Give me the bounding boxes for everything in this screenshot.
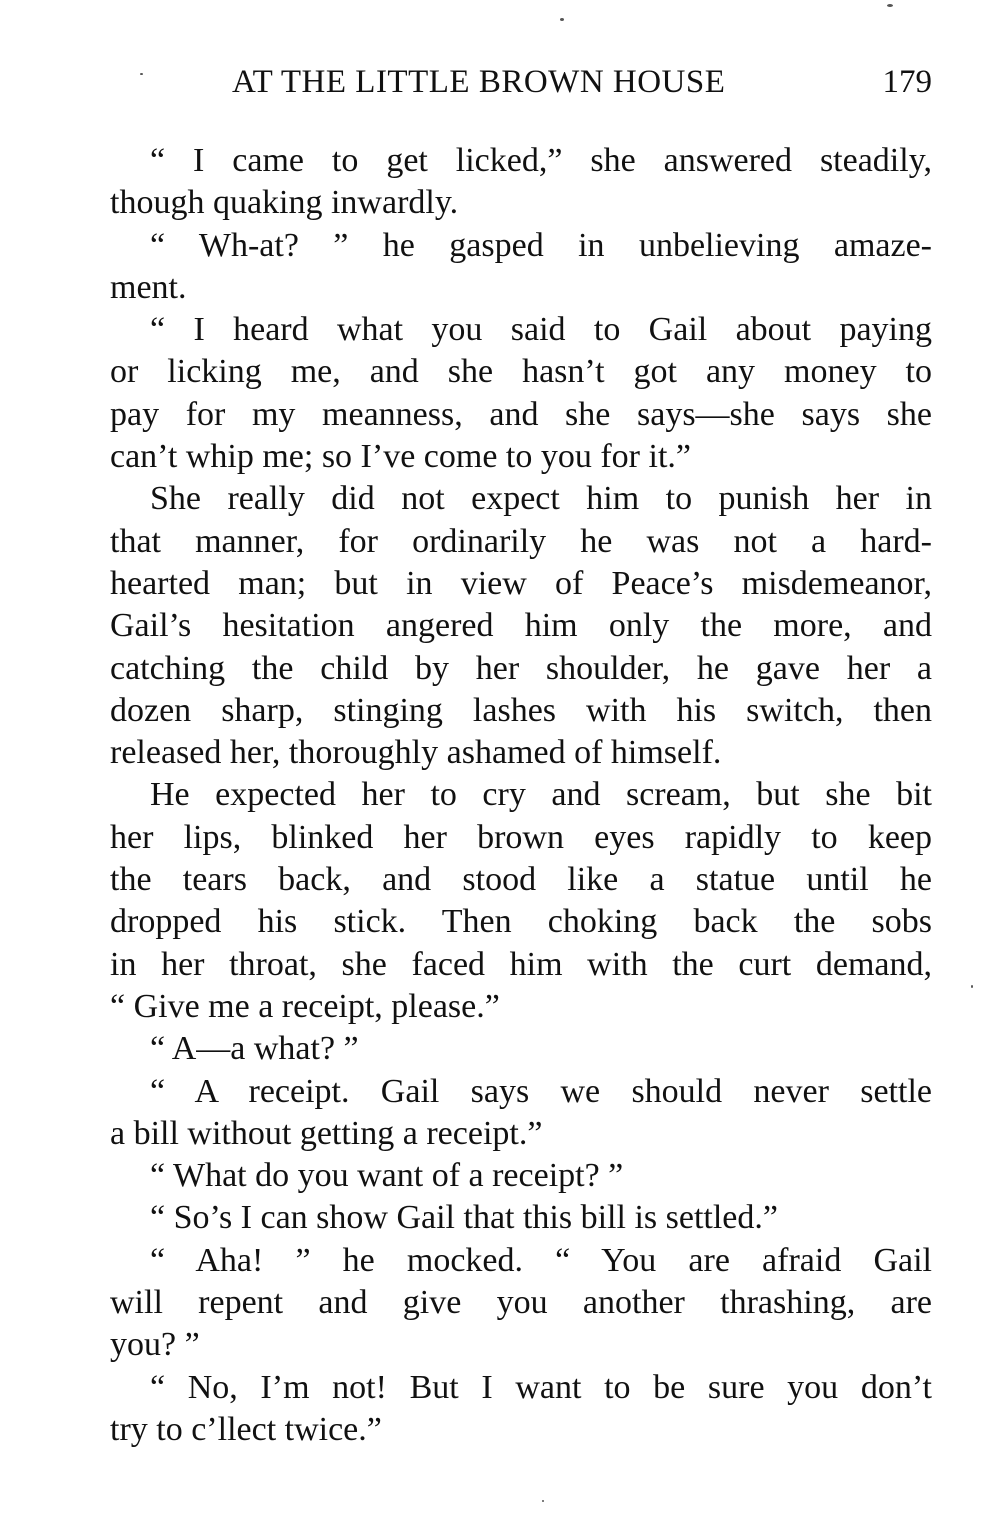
text-line: or licking me, and she hasn’t got any money to [110,353,932,391]
text-line: dropped his stick. Then choking back the sobs [110,903,932,941]
text-line: in her throat, she faced him with the curt demand, [110,945,932,983]
text-line: that manner, for ordinarily he was not a hard- [110,522,932,560]
text-line: will repent and give you another thrashing, are [110,1284,932,1322]
text-line: “ So’s I can show Gail that this bill is settled.” [150,1199,778,1237]
text-line: She really did not expect him to punish her in [150,480,932,518]
text-line: though quaking inwardly. [110,184,459,222]
text-line: released her, thoroughly ashamed of himself. [110,734,722,772]
text-line: her lips, blinked her brown eyes rapidly to keep [110,818,932,856]
text-line: “ A—a what? ” [150,1030,359,1068]
text-line: can’t whip me; so I’ve come to you for it.” [110,438,691,476]
text-line: you? ” [110,1326,200,1364]
running-header [232,64,932,108]
text-line: try to c’llect twice.” [110,1410,382,1448]
page-number: 179 [882,64,932,100]
text-line: ment. [110,268,187,306]
scan-speck [140,73,143,75]
text-line: “ No, I’m not! But I want to be sure you don’t [150,1368,932,1406]
scan-speck [887,4,893,7]
scan-speck [971,985,973,988]
text-line: a bill without getting a receipt.” [110,1114,543,1152]
text-line: “ A receipt. Gail says we should never settle [150,1072,932,1110]
text-line: He expected her to cry and scream, but she bit [150,776,932,814]
text-line: “ Wh-at? ” he gasped in unbelieving amaze- [150,226,932,264]
body-text [110,140,932,1451]
text-line: “ I heard what you said to Gail about paying [150,311,932,349]
scan-speck [560,18,564,21]
text-line: “ I came to get licked,” she answered steadily, [150,142,932,179]
text-line: “ What do you want of a receipt? ” [150,1157,624,1195]
text-line: dozen sharp, stinging lashes with his switch, then [110,691,932,729]
text-line: “ Give me a receipt, please.” [110,987,500,1025]
text-line: Gail’s hesitation angered him only the more, and [110,607,932,645]
text-line: the tears back, and stood like a statue until he [110,861,932,899]
text-line: “ Aha! ” he mocked. “ You are afraid Gail [150,1241,932,1279]
scan-speck [542,1500,544,1502]
text-line: hearted man; but in view of Peace’s misdemeanor, [110,564,932,602]
text-line: pay for my meanness, and she says—she says she [110,395,932,433]
running-title: AT THE LITTLE BROWN HOUSE [232,64,726,100]
text-line: catching the child by her shoulder, he gave her a [110,649,932,687]
